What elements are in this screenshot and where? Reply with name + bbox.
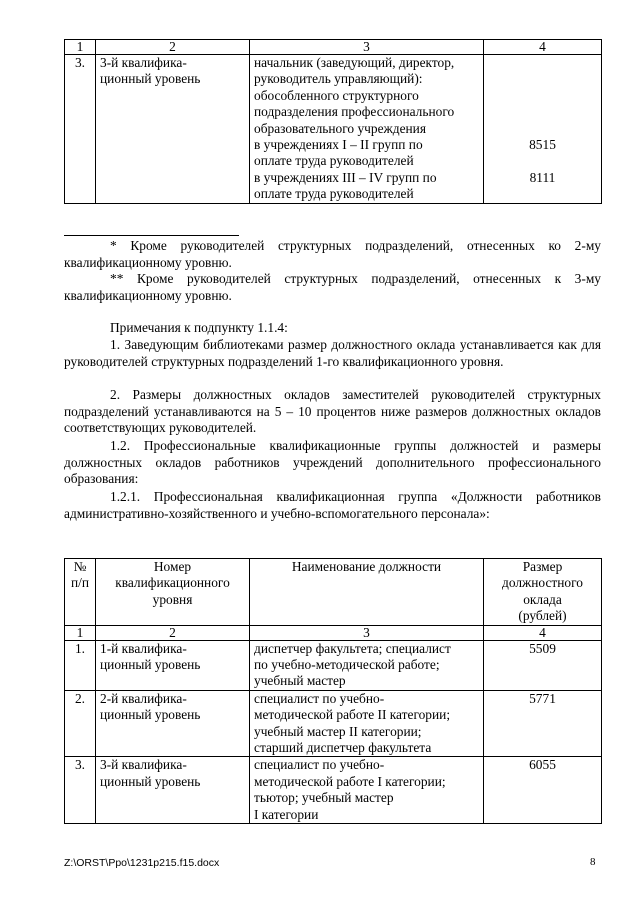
table-row <box>65 690 602 757</box>
column-number: 1 <box>65 625 96 640</box>
qualification-level: 3-й квалифика- ционный уровень <box>96 55 250 204</box>
section-heading-1-2-1: 1.2.1. Профессиональная квалификационная группа «Должности работников административно-хозяйственного и учебно-вспомогательного персонала»: <box>64 489 601 521</box>
salary-table <box>64 558 602 824</box>
qualification-level: 1-й квалифика- ционный уровень <box>96 640 250 690</box>
row-number: 3. <box>65 757 96 824</box>
row-number: 3. <box>65 55 96 204</box>
position-name: специалист по учебно- методической работе I категории; тьютор; учебный мастер I категории <box>250 757 484 824</box>
column-number-row <box>65 625 602 640</box>
qualification-level: 3-й квалифика- ционный уровень <box>96 757 250 824</box>
salary-value: 5771 <box>484 690 602 757</box>
footnote-2: ** Кроме руководителей структурных подразделений, отнесенных к 3-му квалификационному уровню. <box>64 271 601 303</box>
position-name: специалист по учебно- методической работе II категории; учебный мастер II категории; старший диспетчер факультета <box>250 690 484 757</box>
header-position-name: Наименование должности <box>250 559 484 626</box>
footnote-divider <box>64 235 239 236</box>
position-name: начальник (заведующий, директор, руководитель управляющий): обособленного структурного подразделения профессионального образовательного учреждения в учреждениях I – II групп по оплате труда руководителей в учреждениях III – IV групп по оплате труда руководителей <box>250 55 484 204</box>
row-number: 1. <box>65 640 96 690</box>
table-row <box>65 640 602 690</box>
column-number: 2 <box>96 40 250 55</box>
salary-value: 8515 8111 <box>484 55 602 204</box>
header-qualification-level: Номер квалификационного уровня <box>96 559 250 626</box>
continued-salary-table <box>64 39 602 204</box>
footnote-1: * Кроме руководителей структурных подразделений, отнесенных ко 2-му квалификационному уровню. <box>64 238 601 270</box>
column-number: 4 <box>484 40 602 55</box>
table-row <box>65 757 602 824</box>
position-name: диспетчер факультета; специалист по учебно-методической работе; учебный мастер <box>250 640 484 690</box>
table-header-row <box>65 559 602 626</box>
column-number: 3 <box>250 40 484 55</box>
notes-heading: Примечания к подпункту 1.1.4: <box>110 320 288 335</box>
note-item-1: 1. Заведующим библиотеками размер должностного оклада устанавливается как для руководителей структурных подразделений 1-го квалификационного уровня. <box>64 337 601 369</box>
qualification-level: 2-й квалифика- ционный уровень <box>96 690 250 757</box>
column-number: 1 <box>65 40 96 55</box>
column-number: 2 <box>96 625 250 640</box>
header-row-number: № п/п <box>65 559 96 626</box>
salary-value: 5509 <box>484 640 602 690</box>
salary-value: 6055 <box>484 757 602 824</box>
note-item-2: 2. Размеры должностных окладов заместителей руководителей структурных подразделений устанавливаются на 5 – 10 процентов ниже размеров должностных окладов соответствующих руководителей. <box>64 387 601 435</box>
row-number: 2. <box>65 690 96 757</box>
section-heading-1-2: 1.2. Профессиональные квалификационные группы должностей и размеры должностных окладов работников учреждений дополнительного профессионального образования: <box>64 438 601 486</box>
column-number: 3 <box>250 625 484 640</box>
header-salary: Размер должностного оклада (рублей) <box>484 559 602 626</box>
page-number: 8 <box>590 856 596 868</box>
column-number-row <box>65 40 602 55</box>
file-path-footer: Z:\ORST\Ppo\1231p215.f15.docx <box>64 857 220 869</box>
column-number: 4 <box>484 625 602 640</box>
table-row <box>65 55 602 204</box>
